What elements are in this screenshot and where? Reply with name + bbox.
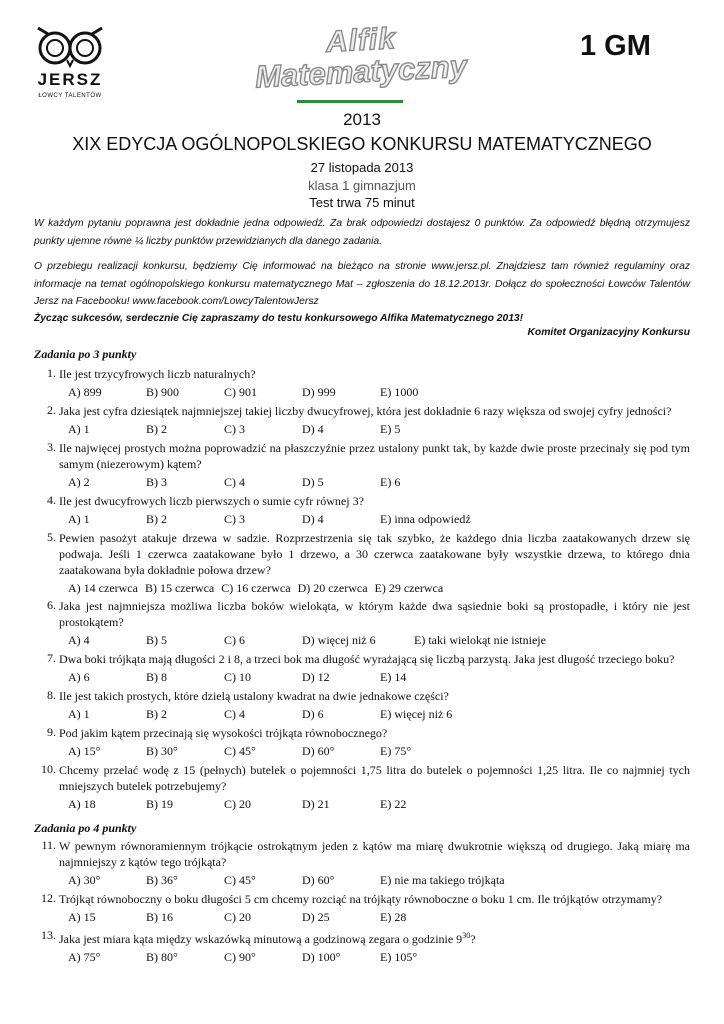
contest-logo <box>237 24 485 104</box>
header-accent-bar <box>297 100 403 103</box>
task-number: 2. <box>47 403 56 417</box>
task-item <box>34 366 690 400</box>
jersz-logo <box>34 24 106 106</box>
owl-eyes-icon <box>34 24 106 70</box>
task-item <box>34 440 690 490</box>
answer-option: C) 4 <box>224 707 245 721</box>
logo-wordmark: JERSZ <box>37 70 103 89</box>
answer-option: D) 100° <box>302 950 341 964</box>
rules-paragraph: W każdym pytaniu poprawna jest dokładnie jedna odpowiedź. Za brak odpowiedzi dostajesz 0 punktów. Za odpowiedź błędną otrzymujesz punkty ujemne równe ¼ liczby punktów przewidzianych dla danego zadania. <box>34 218 690 247</box>
answer-row <box>34 421 690 437</box>
task-question: Ile jest dwucyfrowych liczb pierwszych o sumie cyfr równej 3? <box>59 494 364 508</box>
task-question: Trójkąt równoboczny o boku długości 5 cm chcemy rozciąć na trójkąty równoboczne o boku 1 cm. Ile trójkątów otrzymamy? <box>59 892 663 906</box>
answer-row <box>34 669 690 685</box>
answer-option: A) 899 <box>68 385 102 399</box>
question-superscript: 30 <box>462 931 471 940</box>
wish-paragraph: Życząc sukcesów, serdecznie Cię zapraszamy do testu konkursowego Alfika Matematycznego 2013! <box>34 313 524 324</box>
answer-option: B) 15 czerwca <box>144 581 215 595</box>
task-question <box>59 928 690 947</box>
task-question: Pewien pasożyt atakuje drzewa w sadzie. Rozprzestrzenia się tak szybko, że każdego dnia liczba zaatakowanych drzew się podwaja. Jeśli 1 czerwca zaatakowane było 1 drzewo, a 30 czerwca zaatakowane były wszystkie drzewa, to którego dnia zaatakowana była dokładnie połowa drzew? <box>59 531 690 577</box>
answer-option: E) 75° <box>380 744 412 758</box>
answer-option: C) 45° <box>224 744 256 758</box>
answer-option: A) 15° <box>68 744 101 758</box>
answer-option: E) 6 <box>380 475 401 489</box>
answer-option: B) 19 <box>146 797 173 811</box>
task-number: 1. <box>47 366 56 380</box>
task-item <box>34 598 690 648</box>
task-number: 11. <box>41 838 56 852</box>
class-code: 1 GM <box>580 30 651 62</box>
section-title: Zadania po 4 punkty <box>34 821 137 835</box>
info-paragraph: O przebiegu realizacji konkursu, będziemy Cię informować na bieżąco na stronie www.jersz.pl. Znajdziesz tam również regulaminy oraz informacje na temat ogólnopolskiego konkursu matematycznego Mat – zgłoszenia do 18.12.2013r. Dołącz do społeczności Łowców Talentów Jersz na Facebooku! www.facebook.com/LowcyTalentowJersz <box>34 261 690 307</box>
contest-logo-line1: Alfik <box>325 22 397 59</box>
answer-option: D) 60° <box>302 873 335 887</box>
task-item <box>34 493 690 527</box>
answer-option: C) 20 <box>224 910 251 924</box>
task-number: 7. <box>47 651 56 665</box>
answer-option: C) 3 <box>224 422 245 436</box>
task-item <box>34 651 690 685</box>
answer-option: D) 4 <box>302 422 324 436</box>
answer-option: B) 900 <box>146 385 179 399</box>
task-number: 12. <box>41 891 56 905</box>
answer-row <box>34 632 690 648</box>
answer-option: C) 20 <box>224 797 251 811</box>
contest-grade: klasa 1 gimnazjum <box>308 178 416 193</box>
answer-option: E) nie ma takiego trójkąta <box>380 873 505 887</box>
logo-tagline: ŁOWCY TALENTÓW <box>38 93 102 99</box>
task-number: 4. <box>47 493 56 507</box>
answer-option: A) 6 <box>68 670 90 684</box>
answer-option: A) 1 <box>68 707 90 721</box>
answer-option: E) więcej niż 6 <box>380 707 453 721</box>
task-number: 3. <box>47 440 56 454</box>
answer-row <box>34 474 690 490</box>
answer-option: E) 105° <box>380 950 418 964</box>
answer-option: D) 21 <box>302 797 330 811</box>
question-end: ? <box>470 932 476 946</box>
task-item <box>34 838 690 888</box>
task-item <box>34 725 690 759</box>
task-item <box>34 891 690 925</box>
committee-signature: Komitet Organizacyjny Konkursu <box>527 327 690 338</box>
answer-option: C) 16 czerwca <box>221 581 291 595</box>
answer-option: A) 30° <box>68 873 101 887</box>
task-question: Ile jest trzycyfrowych liczb naturalnych? <box>59 367 256 381</box>
contest-date: 27 listopada 2013 <box>310 160 414 175</box>
task-question: Dwa boki trójkąta mają długości 2 i 8, a trzeci bok ma długość wyrażającą się liczbą parzystą. Jaka jest długość trzeciego boku? <box>59 652 675 666</box>
answer-option: E) 22 <box>380 797 407 811</box>
answer-option: C) 6 <box>224 633 245 647</box>
answer-option: A) 18 <box>68 797 96 811</box>
answer-option: E) 1000 <box>380 385 419 399</box>
answer-option: E) 28 <box>380 910 407 924</box>
answer-option: A) 14 czerwca <box>68 581 138 595</box>
contest-year: 2013 <box>343 110 381 129</box>
answer-option: D) 4 <box>302 512 324 526</box>
task-number: 8. <box>47 688 56 702</box>
answer-row <box>34 872 690 888</box>
section-title: Zadania po 3 punkty <box>34 347 137 361</box>
answer-option: B) 36° <box>146 873 178 887</box>
task-item <box>34 762 690 812</box>
task-item <box>34 530 690 596</box>
answer-option: E) 29 czerwca <box>374 581 444 595</box>
answer-row <box>34 511 690 527</box>
answer-row <box>34 949 690 965</box>
task-question: W pewnym równoramiennym trójkącie ostrokątnym jeden z kątów ma miarę dwukrotnie większą od drugiego. Jaką miarę ma najmniejszy z kątów tego trójkąta? <box>59 839 690 869</box>
answer-option: C) 45° <box>224 873 256 887</box>
answer-option: D) 20 czerwca <box>297 581 368 595</box>
answer-option: E) 14 <box>380 670 407 684</box>
task-number: 9. <box>47 725 56 739</box>
answer-option: C) 4 <box>224 475 245 489</box>
answer-option: E) 5 <box>380 422 401 436</box>
answer-option: D) 6 <box>302 707 324 721</box>
test-duration: Test trwa 75 minut <box>309 195 415 210</box>
task-item <box>34 688 690 722</box>
answer-option: A) 15 <box>68 910 96 924</box>
answer-option: D) więcej niż 6 <box>302 633 376 647</box>
answer-option: B) 8 <box>146 670 167 684</box>
answer-option: E) taki wielokąt nie istnieje <box>414 633 546 647</box>
answer-option: D) 999 <box>302 385 336 399</box>
answer-option: E) inna odpowiedź <box>380 512 471 526</box>
answer-option: A) 4 <box>68 633 90 647</box>
answer-option: A) 75° <box>68 950 101 964</box>
answer-row <box>34 909 690 925</box>
task-item <box>34 403 690 437</box>
task-number: 6. <box>47 598 56 612</box>
answer-row <box>34 706 690 722</box>
answer-option: D) 5 <box>302 475 324 489</box>
answer-option: A) 1 <box>68 512 90 526</box>
contest-logo-line2: Matematyczny <box>254 48 468 95</box>
answer-option: A) 2 <box>68 475 90 489</box>
answer-option: B) 3 <box>146 475 167 489</box>
answer-option: C) 3 <box>224 512 245 526</box>
answer-option: B) 2 <box>146 707 167 721</box>
question-text: Jaka jest miara kąta między wskazówką minutową a godzinową zegara o godzinie 9 <box>59 932 463 946</box>
task-number: 13. <box>41 928 56 942</box>
answer-option: B) 80° <box>146 950 178 964</box>
task-number: 5. <box>47 530 56 544</box>
answer-option: C) 10 <box>224 670 251 684</box>
answer-option: B) 2 <box>146 512 167 526</box>
answer-option: D) 12 <box>302 670 330 684</box>
answer-option: B) 30° <box>146 744 178 758</box>
answer-option: C) 90° <box>224 950 256 964</box>
answer-option: B) 5 <box>146 633 167 647</box>
task-question: Jaka jest cyfra dziesiątek najmniejszej takiej liczby dwucyfrowej, która jest dokładnie 6 razy większa od swojej cyfry jedności? <box>59 404 672 418</box>
task-question: Ile najwięcej prostych można poprowadzić na płaszczyźnie przez ustalony punkt tak, by każde dwie proste przecinały się pod tym samym (niezerowym) kątem? <box>59 441 690 471</box>
task-item <box>34 928 690 965</box>
answer-row <box>68 580 690 596</box>
answer-row <box>34 796 690 812</box>
contest-edition: XIX EDYCJA OGÓLNOPOLSKIEGO KONKURSU MATEMATYCZNEGO <box>72 134 652 154</box>
task-number: 10. <box>41 762 56 776</box>
task-question: Pod jakim kątem przecinają się wysokości trójkąta równobocznego? <box>59 726 388 740</box>
answer-row <box>34 743 690 759</box>
answer-option: C) 901 <box>224 385 257 399</box>
answer-row <box>34 384 690 400</box>
task-question: Chcemy przelać wodę z 15 (pełnych) butelek o pojemności 1,75 litra do butelek o pojemności 1,25 litra. Ile co najmniej tych mniejszych butelek potrzebujemy? <box>59 763 690 793</box>
answer-option: B) 2 <box>146 422 167 436</box>
answer-option: D) 25 <box>302 910 330 924</box>
answer-option: B) 16 <box>146 910 173 924</box>
answer-option: A) 1 <box>68 422 90 436</box>
answer-option: D) 60° <box>302 744 335 758</box>
task-question: Ile jest takich prostych, które dzielą ustalony kwadrat na dwie jednakowe części? <box>59 689 449 703</box>
task-question: Jaka jest najmniejsza możliwa liczba boków wielokąta, w którym każde dwa sąsiednie boki są prostopadłe, i który nie jest prostokątem? <box>59 599 690 629</box>
